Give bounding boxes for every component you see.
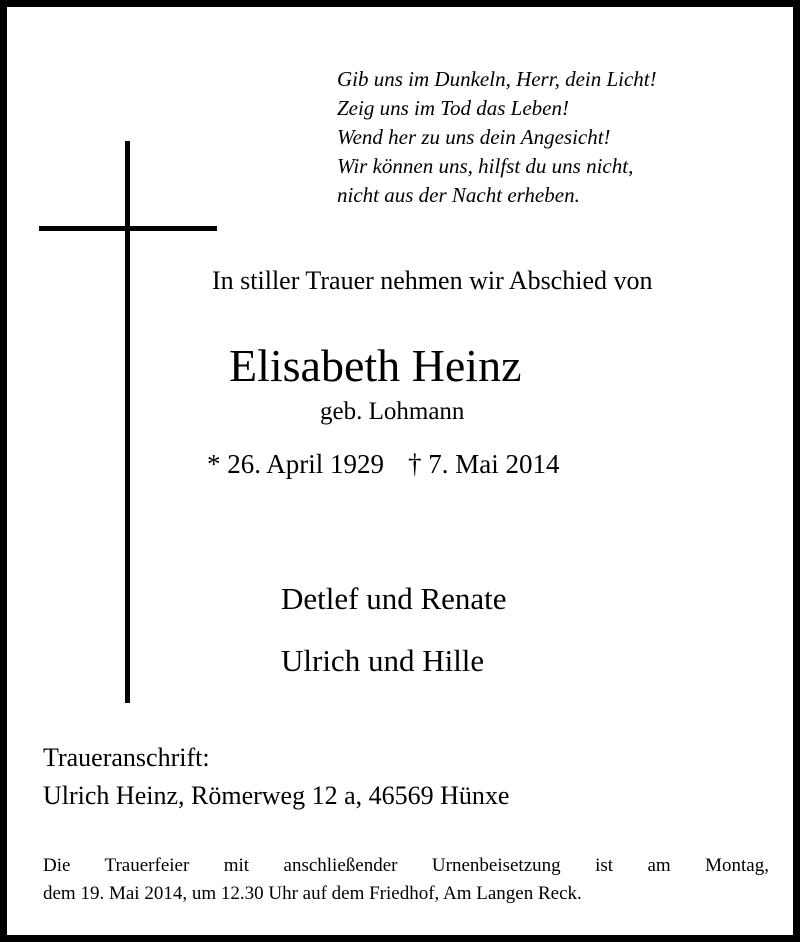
poem-verse <box>337 65 657 210</box>
birth-date: * 26. April 1929 <box>207 449 385 479</box>
funeral-notice-line: dem 19. Mai 2014, um 12.30 Uhr auf dem Friedhof, Am Langen Reck. <box>43 883 582 904</box>
poem-line: nicht aus der Nacht erheben. <box>337 183 580 207</box>
condolence-address: Ulrich Heinz, Römerweg 12 a, 46569 Hünxe <box>43 781 510 810</box>
poem-line: Wend her zu uns dein Angesicht! <box>337 125 611 149</box>
funeral-notice-line: Die Trauerfeier mit anschließender Urnenbeisetzung ist am Montag, <box>43 855 769 876</box>
poem-line: Wir können uns, hilfst du uns nicht, <box>337 154 634 178</box>
cross-horizontal-bar <box>39 226 217 231</box>
deceased-name: Elisabeth Heinz <box>229 340 522 391</box>
maiden-name: geb. Lohmann <box>320 398 465 425</box>
poem-line: Gib uns im Dunkeln, Herr, dein Licht! <box>337 67 657 91</box>
funeral-notice <box>43 852 769 908</box>
mourner-family: Detlef und Renate <box>281 581 507 616</box>
farewell-intro: In stiller Trauer nehmen wir Abschied von <box>212 266 653 295</box>
death-date: † 7. Mai 2014 <box>408 449 560 479</box>
life-dates <box>207 447 560 481</box>
condolence-address-label: Traueranschrift: <box>43 743 210 772</box>
poem-line: Zeig uns im Tod das Leben! <box>337 96 569 120</box>
mourner-family: Ulrich und Hille <box>281 643 485 678</box>
